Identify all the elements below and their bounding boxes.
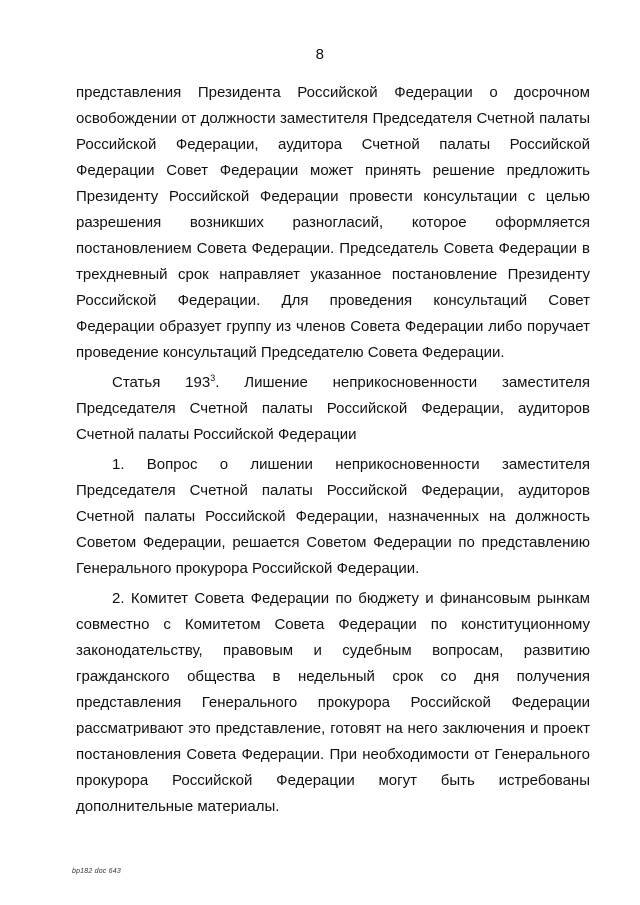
text-line: Счетной палаты Российской Федерации — [76, 426, 357, 443]
article-number: Статья 193 — [112, 374, 211, 391]
text-line: Федерации Совет Федерации может принять решение предложить — [76, 162, 590, 179]
text-line: трехдневный срок направляет указанное постановление Президенту — [76, 266, 590, 283]
text-line: Председателя Счетной палаты Российской Федерации, аудиторов — [76, 400, 590, 417]
clause-2 — [76, 586, 590, 820]
text-line: разрешения возникших разногласий, которое оформляется — [76, 214, 590, 231]
text-line: освобождении от должности заместителя Председателя Счетной палаты — [76, 110, 590, 127]
text-line: 1. Вопрос о лишении неприкосновенности заместителя — [112, 456, 590, 473]
text-line: Председателя Счетной палаты Российской Федерации, аудиторов — [76, 482, 590, 499]
article-title-start: . Лишение неприкосновенности заместителя — [215, 374, 590, 391]
text-line: Российской Федерации, аудитора Счетной палаты Российской — [76, 136, 590, 153]
article-title-line — [76, 370, 590, 396]
text-line: Генерального прокурора Российской Федерации. — [76, 560, 420, 577]
document-body — [76, 80, 590, 820]
text-line: представления Президента Российской Федерации о досрочном — [76, 84, 590, 101]
text-line: рассматривают это представление, готовят на него заключения и проект — [76, 720, 590, 737]
clause-1 — [76, 452, 590, 582]
text-line: Счетной палаты Российской Федерации, назначенных на должность — [76, 508, 590, 525]
paragraph-continuation — [76, 80, 590, 366]
text-line: законодательству, правовым и судебным вопросам, развитию — [76, 642, 590, 659]
text-line: совместно с Комитетом Совета Федерации по конституционному — [76, 616, 590, 633]
text-line: 2. Комитет Совета Федерации по бюджету и финансовым рынкам — [112, 590, 590, 607]
text-line: прокурора Российской Федерации могут быть истребованы — [76, 772, 590, 789]
text-line: дополнительные материалы. — [76, 798, 280, 815]
text-line: Советом Федерации, решается Советом Федерации по представлению — [76, 534, 590, 551]
article-heading — [76, 370, 590, 448]
page-number: 8 — [315, 46, 325, 63]
text-line: Президенту Российской Федерации провести консультации с целью — [76, 188, 590, 205]
text-line: гражданского общества в недельный срок со дня получения — [76, 668, 590, 685]
text-line: Российской Федерации. Для проведения консультаций Совет — [76, 292, 590, 309]
document-footer-code: bp182 doc 643 — [72, 868, 121, 875]
text-line: представления Генерального прокурора Российской Федерации — [76, 694, 590, 711]
text-line: постановления Совета Федерации. При необходимости от Генерального — [76, 746, 590, 763]
text-line: постановлением Совета Федерации. Председатель Совета Федерации в — [76, 240, 590, 257]
text-line: проведение консультаций Председателю Совета Федерации. — [76, 344, 505, 361]
text-line: Федерации образует группу из членов Совета Федерации либо поручает — [76, 318, 590, 335]
article-superscript: 3 — [210, 373, 216, 383]
